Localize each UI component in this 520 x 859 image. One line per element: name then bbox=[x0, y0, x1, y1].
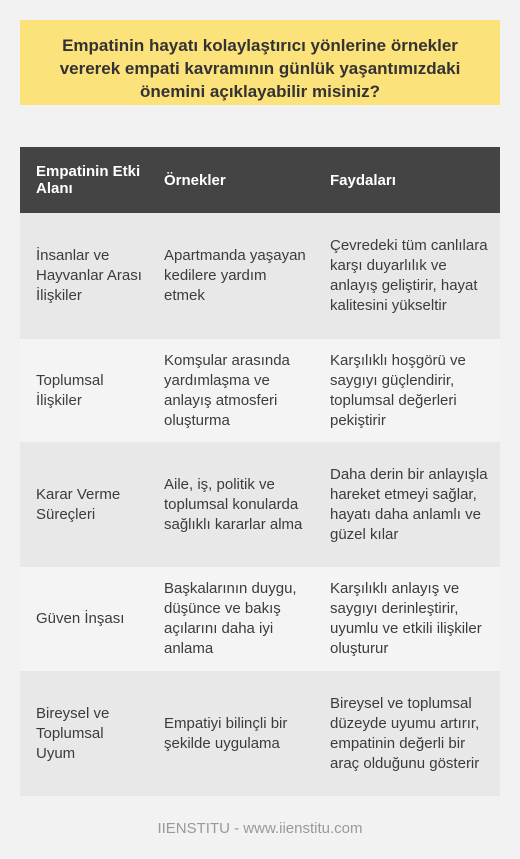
cell-example: Empatiyi bilinçli bir şekilde uygulama bbox=[148, 671, 314, 796]
question-box bbox=[20, 20, 500, 105]
header-examples: Örnekler bbox=[148, 147, 314, 213]
header-area: Empatinin Etki Alanı bbox=[20, 147, 148, 213]
cell-benefit: Bireysel ve toplumsal düzeyde uyumu artırır, empatinin değerli bir araç olduğunu gösterir bbox=[314, 671, 500, 796]
cell-example: Başkalarının duygu, düşünce ve bakış açılarını daha iyi anlama bbox=[148, 567, 314, 671]
cell-area: Bireysel ve Toplumsal Uyum bbox=[20, 671, 148, 796]
table-row bbox=[20, 442, 500, 567]
header-benefits: Faydaları bbox=[314, 147, 500, 213]
cell-example: Aile, iş, politik ve toplumsal konularda sağlıklı kararlar alma bbox=[148, 442, 314, 567]
cell-example: Apartmanda yaşayan kedilere yardım etmek bbox=[148, 213, 314, 339]
empathy-table bbox=[20, 147, 500, 796]
cell-benefit: Karşılıklı hoşgörü ve saygıyı güçlendirir, toplumsal değerleri pekiştirir bbox=[314, 339, 500, 442]
cell-example: Komşular arasında yardımlaşma ve anlayış atmosferi oluşturma bbox=[148, 339, 314, 442]
cell-area: Toplumsal İlişkiler bbox=[20, 339, 148, 442]
footer-credit: IIENSTITU - www.iienstitu.com bbox=[157, 820, 363, 837]
cell-area: Güven İnşası bbox=[20, 567, 148, 671]
table-row bbox=[20, 339, 500, 442]
table-row bbox=[20, 213, 500, 339]
cell-benefit: Karşılıklı anlayış ve saygıyı derinleştirir, uyumlu ve etkili ilişkiler oluşturur bbox=[314, 567, 500, 671]
cell-benefit: Çevredeki tüm canlılara karşı duyarlılık ve anlayış geliştirir, hayat kalitesini yükseltir bbox=[314, 213, 500, 339]
question-text: Empatinin hayatı kolaylaştırıcı yönlerine örnekler vererek empati kavramının günlük yaşantımızdaki önemini açıklayabilir misiniz? bbox=[59, 36, 461, 101]
table-row bbox=[20, 567, 500, 671]
cell-benefit: Daha derin bir anlayışla hareket etmeyi sağlar, hayatı daha anlamlı ve güzel kılar bbox=[314, 442, 500, 567]
table-row bbox=[20, 671, 500, 796]
cell-area: Karar Verme Süreçleri bbox=[20, 442, 148, 567]
table-header-row bbox=[20, 147, 500, 213]
cell-area: İnsanlar ve Hayvanlar Arası İlişkiler bbox=[20, 213, 148, 339]
